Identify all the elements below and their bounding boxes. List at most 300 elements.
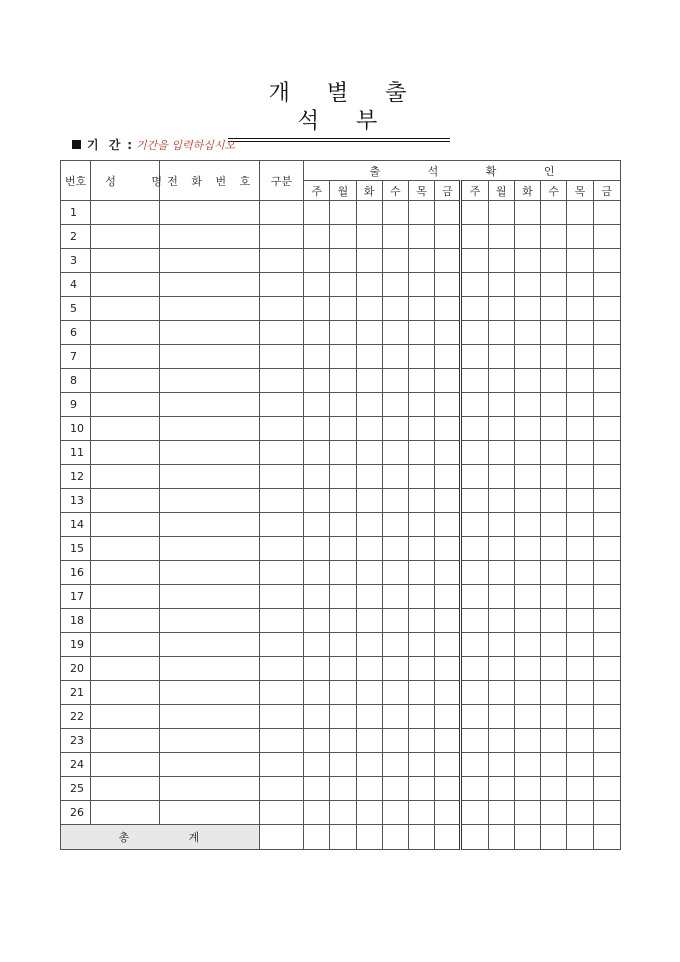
attendance-cell[interactable] [382, 225, 408, 249]
attendance-cell[interactable] [382, 729, 408, 753]
attendance-cell[interactable] [382, 753, 408, 777]
name-cell[interactable] [91, 393, 160, 417]
attendance-cell[interactable] [408, 321, 434, 345]
attendance-cell[interactable] [541, 681, 567, 705]
attendance-cell[interactable] [408, 369, 434, 393]
attendance-cell[interactable] [567, 393, 593, 417]
attendance-cell[interactable] [541, 345, 567, 369]
name-cell[interactable] [91, 417, 160, 441]
name-cell[interactable] [91, 585, 160, 609]
attendance-cell[interactable] [488, 801, 514, 825]
attendance-cell[interactable] [514, 369, 540, 393]
total-cell[interactable] [435, 825, 461, 850]
attendance-cell[interactable] [356, 273, 382, 297]
attendance-cell[interactable] [593, 753, 621, 777]
attendance-cell[interactable] [514, 537, 540, 561]
attendance-cell[interactable] [304, 681, 330, 705]
attendance-cell[interactable] [408, 585, 434, 609]
attendance-cell[interactable] [567, 609, 593, 633]
attendance-cell[interactable] [408, 729, 434, 753]
total-cell[interactable] [514, 825, 540, 850]
attendance-cell[interactable] [356, 393, 382, 417]
attendance-cell[interactable] [408, 633, 434, 657]
attendance-cell[interactable] [408, 225, 434, 249]
attendance-cell[interactable] [593, 777, 621, 801]
attendance-cell[interactable] [593, 345, 621, 369]
attendance-cell[interactable] [567, 753, 593, 777]
attendance-cell[interactable] [461, 633, 488, 657]
attendance-cell[interactable] [541, 369, 567, 393]
attendance-cell[interactable] [330, 753, 356, 777]
attendance-cell[interactable] [514, 465, 540, 489]
attendance-cell[interactable] [408, 705, 434, 729]
attendance-cell[interactable] [356, 417, 382, 441]
category-cell[interactable] [259, 705, 303, 729]
attendance-cell[interactable] [461, 513, 488, 537]
attendance-cell[interactable] [330, 369, 356, 393]
attendance-cell[interactable] [461, 729, 488, 753]
attendance-cell[interactable] [541, 225, 567, 249]
attendance-cell[interactable] [514, 201, 540, 225]
name-cell[interactable] [91, 561, 160, 585]
attendance-cell[interactable] [330, 297, 356, 321]
attendance-cell[interactable] [593, 201, 621, 225]
attendance-cell[interactable] [541, 585, 567, 609]
category-cell[interactable] [259, 489, 303, 513]
attendance-cell[interactable] [408, 489, 434, 513]
attendance-cell[interactable] [514, 321, 540, 345]
attendance-cell[interactable] [330, 801, 356, 825]
attendance-cell[interactable] [356, 369, 382, 393]
attendance-cell[interactable] [408, 249, 434, 273]
attendance-cell[interactable] [567, 417, 593, 441]
attendance-cell[interactable] [541, 705, 567, 729]
attendance-cell[interactable] [382, 201, 408, 225]
attendance-cell[interactable] [435, 369, 461, 393]
name-cell[interactable] [91, 201, 160, 225]
category-cell[interactable] [259, 417, 303, 441]
attendance-cell[interactable] [435, 585, 461, 609]
attendance-cell[interactable] [304, 633, 330, 657]
attendance-cell[interactable] [382, 345, 408, 369]
attendance-cell[interactable] [435, 513, 461, 537]
attendance-cell[interactable] [330, 537, 356, 561]
attendance-cell[interactable] [593, 249, 621, 273]
attendance-cell[interactable] [408, 441, 434, 465]
attendance-cell[interactable] [356, 249, 382, 273]
name-cell[interactable] [91, 225, 160, 249]
attendance-cell[interactable] [488, 201, 514, 225]
name-cell[interactable] [91, 441, 160, 465]
attendance-cell[interactable] [356, 441, 382, 465]
name-cell[interactable] [91, 369, 160, 393]
total-cell[interactable] [461, 825, 488, 850]
attendance-cell[interactable] [514, 489, 540, 513]
attendance-cell[interactable] [304, 705, 330, 729]
phone-cell[interactable] [159, 225, 259, 249]
total-category-cell[interactable] [259, 825, 303, 850]
attendance-cell[interactable] [593, 513, 621, 537]
attendance-cell[interactable] [356, 609, 382, 633]
attendance-cell[interactable] [514, 513, 540, 537]
attendance-cell[interactable] [488, 273, 514, 297]
phone-cell[interactable] [159, 465, 259, 489]
category-cell[interactable] [259, 801, 303, 825]
attendance-cell[interactable] [488, 753, 514, 777]
category-cell[interactable] [259, 249, 303, 273]
phone-cell[interactable] [159, 777, 259, 801]
attendance-cell[interactable] [408, 417, 434, 441]
attendance-cell[interactable] [435, 297, 461, 321]
attendance-cell[interactable] [382, 801, 408, 825]
attendance-cell[interactable] [356, 705, 382, 729]
attendance-cell[interactable] [330, 489, 356, 513]
attendance-cell[interactable] [514, 225, 540, 249]
attendance-cell[interactable] [356, 585, 382, 609]
attendance-cell[interactable] [593, 633, 621, 657]
category-cell[interactable] [259, 633, 303, 657]
attendance-cell[interactable] [567, 777, 593, 801]
attendance-cell[interactable] [330, 393, 356, 417]
attendance-cell[interactable] [435, 465, 461, 489]
attendance-cell[interactable] [330, 249, 356, 273]
attendance-cell[interactable] [382, 489, 408, 513]
attendance-cell[interactable] [541, 441, 567, 465]
attendance-cell[interactable] [567, 321, 593, 345]
attendance-cell[interactable] [541, 561, 567, 585]
attendance-cell[interactable] [435, 249, 461, 273]
phone-cell[interactable] [159, 489, 259, 513]
attendance-cell[interactable] [541, 273, 567, 297]
attendance-cell[interactable] [567, 513, 593, 537]
attendance-cell[interactable] [488, 417, 514, 441]
attendance-cell[interactable] [541, 465, 567, 489]
attendance-cell[interactable] [356, 513, 382, 537]
attendance-cell[interactable] [356, 561, 382, 585]
attendance-cell[interactable] [488, 681, 514, 705]
attendance-cell[interactable] [408, 777, 434, 801]
attendance-cell[interactable] [435, 441, 461, 465]
attendance-cell[interactable] [304, 585, 330, 609]
name-cell[interactable] [91, 345, 160, 369]
attendance-cell[interactable] [435, 345, 461, 369]
category-cell[interactable] [259, 465, 303, 489]
category-cell[interactable] [259, 393, 303, 417]
attendance-cell[interactable] [593, 585, 621, 609]
attendance-cell[interactable] [567, 465, 593, 489]
attendance-cell[interactable] [567, 345, 593, 369]
name-cell[interactable] [91, 657, 160, 681]
attendance-cell[interactable] [356, 633, 382, 657]
attendance-cell[interactable] [593, 273, 621, 297]
attendance-cell[interactable] [461, 249, 488, 273]
attendance-cell[interactable] [488, 297, 514, 321]
category-cell[interactable] [259, 729, 303, 753]
attendance-cell[interactable] [304, 489, 330, 513]
attendance-cell[interactable] [330, 729, 356, 753]
attendance-cell[interactable] [304, 321, 330, 345]
phone-cell[interactable] [159, 273, 259, 297]
attendance-cell[interactable] [356, 753, 382, 777]
total-cell[interactable] [408, 825, 434, 850]
category-cell[interactable] [259, 777, 303, 801]
total-cell[interactable] [382, 825, 408, 850]
total-cell[interactable] [356, 825, 382, 850]
category-cell[interactable] [259, 201, 303, 225]
attendance-cell[interactable] [514, 729, 540, 753]
attendance-cell[interactable] [541, 513, 567, 537]
attendance-cell[interactable] [514, 585, 540, 609]
attendance-cell[interactable] [593, 561, 621, 585]
total-cell[interactable] [541, 825, 567, 850]
attendance-cell[interactable] [408, 609, 434, 633]
attendance-cell[interactable] [461, 657, 488, 681]
attendance-cell[interactable] [567, 225, 593, 249]
attendance-cell[interactable] [461, 393, 488, 417]
attendance-cell[interactable] [435, 201, 461, 225]
attendance-cell[interactable] [461, 753, 488, 777]
attendance-cell[interactable] [435, 729, 461, 753]
attendance-cell[interactable] [435, 657, 461, 681]
category-cell[interactable] [259, 321, 303, 345]
phone-cell[interactable] [159, 729, 259, 753]
attendance-cell[interactable] [408, 393, 434, 417]
name-cell[interactable] [91, 465, 160, 489]
attendance-cell[interactable] [304, 369, 330, 393]
attendance-cell[interactable] [435, 801, 461, 825]
name-cell[interactable] [91, 513, 160, 537]
attendance-cell[interactable] [593, 489, 621, 513]
phone-cell[interactable] [159, 657, 259, 681]
attendance-cell[interactable] [593, 801, 621, 825]
attendance-cell[interactable] [593, 609, 621, 633]
attendance-cell[interactable] [461, 561, 488, 585]
attendance-cell[interactable] [330, 321, 356, 345]
attendance-cell[interactable] [541, 249, 567, 273]
attendance-cell[interactable] [567, 537, 593, 561]
name-cell[interactable] [91, 633, 160, 657]
name-cell[interactable] [91, 537, 160, 561]
attendance-cell[interactable] [408, 657, 434, 681]
attendance-cell[interactable] [514, 657, 540, 681]
attendance-cell[interactable] [593, 729, 621, 753]
attendance-cell[interactable] [356, 801, 382, 825]
attendance-cell[interactable] [356, 465, 382, 489]
attendance-cell[interactable] [408, 273, 434, 297]
name-cell[interactable] [91, 729, 160, 753]
name-cell[interactable] [91, 489, 160, 513]
attendance-cell[interactable] [356, 537, 382, 561]
attendance-cell[interactable] [514, 441, 540, 465]
attendance-cell[interactable] [330, 513, 356, 537]
attendance-cell[interactable] [488, 321, 514, 345]
attendance-cell[interactable] [382, 513, 408, 537]
category-cell[interactable] [259, 681, 303, 705]
attendance-cell[interactable] [330, 657, 356, 681]
attendance-cell[interactable] [541, 489, 567, 513]
attendance-cell[interactable] [488, 777, 514, 801]
attendance-cell[interactable] [514, 297, 540, 321]
attendance-cell[interactable] [382, 441, 408, 465]
attendance-cell[interactable] [304, 777, 330, 801]
name-cell[interactable] [91, 777, 160, 801]
attendance-cell[interactable] [330, 681, 356, 705]
attendance-cell[interactable] [541, 201, 567, 225]
attendance-cell[interactable] [356, 729, 382, 753]
category-cell[interactable] [259, 753, 303, 777]
attendance-cell[interactable] [541, 801, 567, 825]
attendance-cell[interactable] [488, 369, 514, 393]
attendance-cell[interactable] [435, 393, 461, 417]
attendance-cell[interactable] [593, 369, 621, 393]
attendance-cell[interactable] [382, 561, 408, 585]
attendance-cell[interactable] [461, 585, 488, 609]
phone-cell[interactable] [159, 369, 259, 393]
attendance-cell[interactable] [488, 249, 514, 273]
attendance-cell[interactable] [461, 321, 488, 345]
attendance-cell[interactable] [461, 681, 488, 705]
attendance-cell[interactable] [541, 609, 567, 633]
attendance-cell[interactable] [330, 273, 356, 297]
attendance-cell[interactable] [514, 273, 540, 297]
attendance-cell[interactable] [382, 273, 408, 297]
attendance-cell[interactable] [488, 609, 514, 633]
attendance-cell[interactable] [567, 489, 593, 513]
attendance-cell[interactable] [593, 417, 621, 441]
attendance-cell[interactable] [567, 729, 593, 753]
attendance-cell[interactable] [541, 633, 567, 657]
attendance-cell[interactable] [408, 753, 434, 777]
attendance-cell[interactable] [593, 681, 621, 705]
attendance-cell[interactable] [382, 369, 408, 393]
attendance-cell[interactable] [356, 225, 382, 249]
attendance-cell[interactable] [408, 801, 434, 825]
attendance-cell[interactable] [488, 729, 514, 753]
attendance-cell[interactable] [382, 465, 408, 489]
attendance-cell[interactable] [435, 777, 461, 801]
attendance-cell[interactable] [304, 441, 330, 465]
attendance-cell[interactable] [435, 537, 461, 561]
attendance-cell[interactable] [541, 393, 567, 417]
attendance-cell[interactable] [541, 753, 567, 777]
total-cell[interactable] [330, 825, 356, 850]
attendance-cell[interactable] [461, 465, 488, 489]
attendance-cell[interactable] [435, 225, 461, 249]
attendance-cell[interactable] [461, 345, 488, 369]
attendance-cell[interactable] [330, 225, 356, 249]
name-cell[interactable] [91, 297, 160, 321]
attendance-cell[interactable] [356, 681, 382, 705]
attendance-cell[interactable] [593, 705, 621, 729]
attendance-cell[interactable] [304, 465, 330, 489]
total-cell[interactable] [304, 825, 330, 850]
attendance-cell[interactable] [435, 681, 461, 705]
attendance-cell[interactable] [435, 609, 461, 633]
attendance-cell[interactable] [408, 465, 434, 489]
phone-cell[interactable] [159, 345, 259, 369]
attendance-cell[interactable] [461, 489, 488, 513]
attendance-cell[interactable] [567, 633, 593, 657]
attendance-cell[interactable] [304, 393, 330, 417]
attendance-cell[interactable] [541, 777, 567, 801]
phone-cell[interactable] [159, 609, 259, 633]
attendance-cell[interactable] [382, 297, 408, 321]
attendance-cell[interactable] [435, 489, 461, 513]
phone-cell[interactable] [159, 705, 259, 729]
phone-cell[interactable] [159, 633, 259, 657]
phone-cell[interactable] [159, 249, 259, 273]
attendance-cell[interactable] [514, 249, 540, 273]
attendance-cell[interactable] [382, 657, 408, 681]
attendance-cell[interactable] [488, 225, 514, 249]
attendance-cell[interactable] [541, 729, 567, 753]
attendance-cell[interactable] [461, 225, 488, 249]
attendance-cell[interactable] [304, 609, 330, 633]
phone-cell[interactable] [159, 561, 259, 585]
phone-cell[interactable] [159, 297, 259, 321]
attendance-cell[interactable] [356, 345, 382, 369]
attendance-cell[interactable] [382, 609, 408, 633]
phone-cell[interactable] [159, 513, 259, 537]
attendance-cell[interactable] [408, 537, 434, 561]
attendance-cell[interactable] [356, 201, 382, 225]
attendance-cell[interactable] [514, 345, 540, 369]
phone-cell[interactable] [159, 753, 259, 777]
attendance-cell[interactable] [408, 345, 434, 369]
attendance-cell[interactable] [488, 441, 514, 465]
attendance-cell[interactable] [382, 393, 408, 417]
attendance-cell[interactable] [488, 513, 514, 537]
attendance-cell[interactable] [408, 561, 434, 585]
attendance-cell[interactable] [567, 705, 593, 729]
attendance-cell[interactable] [567, 369, 593, 393]
attendance-cell[interactable] [514, 705, 540, 729]
attendance-cell[interactable] [330, 705, 356, 729]
attendance-cell[interactable] [541, 297, 567, 321]
phone-cell[interactable] [159, 681, 259, 705]
attendance-cell[interactable] [461, 441, 488, 465]
attendance-cell[interactable] [541, 417, 567, 441]
attendance-cell[interactable] [514, 801, 540, 825]
name-cell[interactable] [91, 321, 160, 345]
category-cell[interactable] [259, 609, 303, 633]
attendance-cell[interactable] [304, 201, 330, 225]
attendance-cell[interactable] [435, 273, 461, 297]
total-cell[interactable] [593, 825, 621, 850]
attendance-cell[interactable] [435, 417, 461, 441]
attendance-cell[interactable] [567, 585, 593, 609]
attendance-cell[interactable] [514, 681, 540, 705]
attendance-cell[interactable] [567, 249, 593, 273]
attendance-cell[interactable] [304, 657, 330, 681]
attendance-cell[interactable] [330, 345, 356, 369]
attendance-cell[interactable] [593, 225, 621, 249]
attendance-cell[interactable] [593, 537, 621, 561]
attendance-cell[interactable] [567, 273, 593, 297]
attendance-cell[interactable] [304, 273, 330, 297]
attendance-cell[interactable] [330, 441, 356, 465]
phone-cell[interactable] [159, 417, 259, 441]
attendance-cell[interactable] [304, 801, 330, 825]
attendance-cell[interactable] [461, 537, 488, 561]
category-cell[interactable] [259, 345, 303, 369]
attendance-cell[interactable] [330, 417, 356, 441]
attendance-cell[interactable] [408, 681, 434, 705]
category-cell[interactable] [259, 657, 303, 681]
attendance-cell[interactable] [461, 273, 488, 297]
attendance-cell[interactable] [488, 705, 514, 729]
attendance-cell[interactable] [541, 321, 567, 345]
